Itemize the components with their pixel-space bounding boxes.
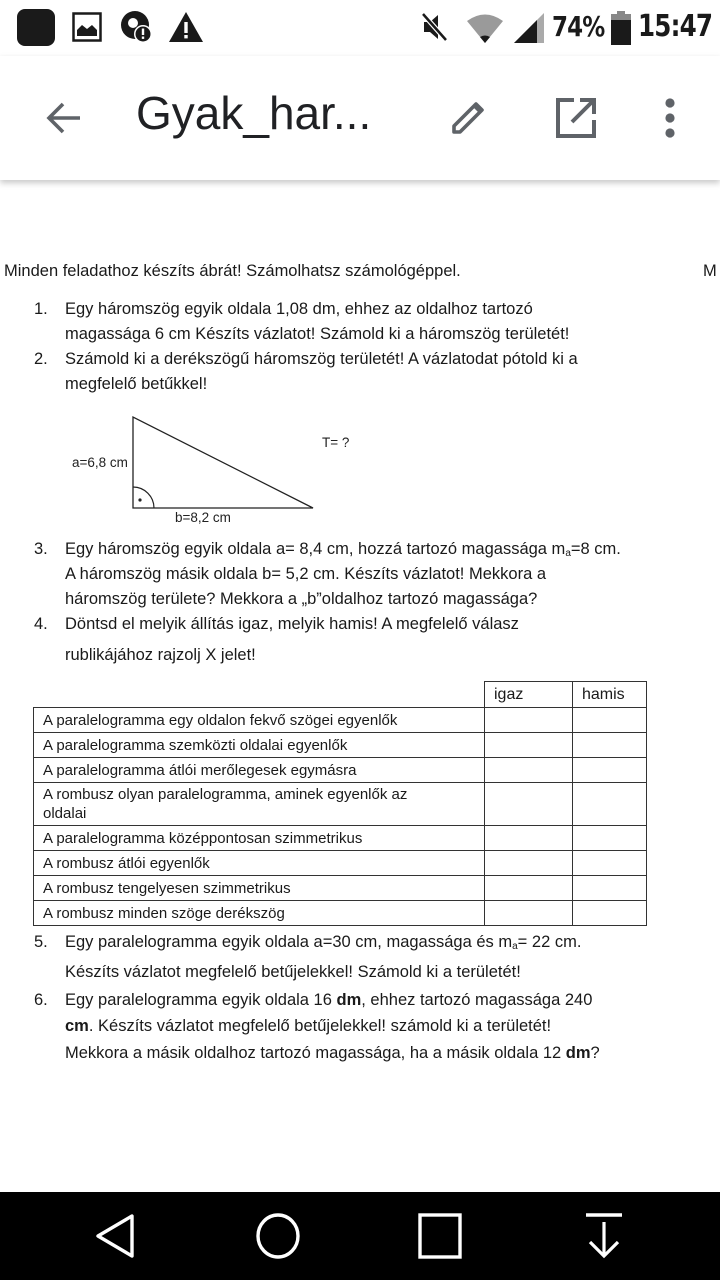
header-cell-empty: [34, 682, 485, 708]
statement-cell: A rombusz minden szöge derékszög: [34, 901, 485, 926]
back-triangle-icon: [94, 1213, 138, 1259]
recents-square-icon: [416, 1212, 464, 1260]
hamis-cell[interactable]: [573, 708, 647, 733]
home-circle-icon: [254, 1212, 302, 1260]
table-row: [34, 783, 647, 826]
task-line: rublikájához rajzolj X jelet!: [65, 646, 256, 664]
intro-text: Minden feladathoz készíts ábrát! Számolhatsz számológéppel.: [4, 262, 461, 280]
hamis-cell[interactable]: [573, 901, 647, 926]
igaz-cell[interactable]: [485, 876, 573, 901]
battery-icon: [611, 11, 631, 45]
task-number: 3.: [34, 540, 48, 558]
signal-icon: [512, 12, 546, 44]
igaz-cell[interactable]: [485, 901, 573, 926]
task-line: Mekkora a másik oldalhoz tartozó magassága, ha a másik oldala 12 dm?: [65, 1044, 600, 1062]
hamis-cell[interactable]: [573, 733, 647, 758]
right-angle-dot: [138, 498, 141, 501]
task-line: háromszög területe? Mekkora a „b”oldalhoz tartozó magassága?: [65, 590, 538, 608]
table-row: [34, 826, 647, 851]
area-label: T= ?: [322, 435, 350, 450]
task-line: Egy paralelogramma egyik oldala a=30 cm, magassága és $m_a= 22$ cm.: [65, 933, 582, 952]
hamis-cell[interactable]: [573, 758, 647, 783]
header-hamis: hamis: [573, 682, 647, 708]
nav-back-button[interactable]: [86, 1210, 146, 1262]
table-row: [34, 733, 647, 758]
open-in-app-button[interactable]: [548, 90, 604, 146]
task-line: megfelelő betűkkel!: [65, 375, 208, 393]
statement-cell: A rombusz olyan paralelogramma, aminek egyenlők az oldalai: [34, 783, 485, 826]
back-button[interactable]: [36, 90, 92, 146]
task-number: 6.: [34, 991, 48, 1009]
pencil-icon: [446, 96, 490, 140]
nav-hide-keyboard-button[interactable]: [574, 1210, 634, 1262]
task-number: 2.: [34, 350, 48, 368]
task-line: Egy háromszög egyik oldala a= 8,4 cm, hozzá tartozó magassága $m_a=8$ cm.: [65, 540, 621, 559]
document-title: Gyak_har...: [136, 87, 372, 139]
task-line: Készíts vázlatot megfelelő betűjelekkel! Számold ki a területét!: [65, 963, 521, 981]
table-row: [34, 851, 647, 876]
more-options-button[interactable]: [646, 90, 694, 146]
task-line: Döntsd el melyik állítás igaz, melyik hamis! A megfelelő válasz: [65, 615, 519, 633]
clock: 15:47: [638, 9, 713, 44]
table-row: [34, 901, 647, 926]
igaz-cell[interactable]: [485, 733, 573, 758]
vpn-alert-icon: [120, 10, 154, 44]
task-line: A háromszög másik oldala b= 5,2 cm. Készíts vázlatot! Mekkora a: [65, 565, 547, 583]
app-icon: [17, 9, 55, 46]
nav-recents-button[interactable]: [410, 1210, 470, 1262]
side-b-label: b=8,2 cm: [175, 510, 231, 525]
igaz-cell[interactable]: [485, 783, 573, 826]
task-line: Egy paralelogramma egyik oldala 16 dm, ehhez tartozó magassága 240: [65, 991, 593, 1009]
battery-percent: 74%: [552, 10, 605, 43]
table-row: [34, 758, 647, 783]
task-line: Számold ki a derékszögű háromszög területét! A vázlatodat pótold ki a: [65, 350, 578, 368]
table-row: [34, 876, 647, 901]
hamis-cell[interactable]: [573, 851, 647, 876]
statement-cell: A rombusz átlói egyenlők: [34, 851, 485, 876]
navigation-bar: [0, 1192, 720, 1280]
task-line: magassága 6 cm Készíts vázlatot! Számold ki a háromszög területét!: [65, 325, 570, 343]
nav-home-button[interactable]: [248, 1210, 308, 1262]
statement-cell: A rombusz tengelyesen szimmetrikus: [34, 876, 485, 901]
task-number: 1.: [34, 300, 48, 318]
gallery-icon: [72, 12, 102, 42]
task-number: 5.: [34, 933, 48, 951]
igaz-cell[interactable]: [485, 826, 573, 851]
task-number: 4.: [34, 615, 48, 633]
triangle-shape: [133, 417, 313, 508]
hide-keyboard-icon: [582, 1212, 626, 1260]
app-bar: [0, 56, 720, 180]
hamis-cell[interactable]: [573, 783, 647, 826]
task-line: cm. Készíts vázlatot megfelelő betűjelekkel! számold ki a területét!: [65, 1017, 552, 1035]
statement-cell: A paralelogramma átlói merőlegesek egymásra: [34, 758, 485, 783]
hamis-cell[interactable]: [573, 826, 647, 851]
right-triangle-figure: [60, 413, 380, 533]
statement-cell: A paralelogramma középpontosan szimmetrikus: [34, 826, 485, 851]
statement-cell: A paralelogramma szemközti oldalai egyenlők: [34, 733, 485, 758]
right-angle-arc: [133, 487, 154, 508]
arrow-left-icon: [44, 98, 84, 138]
more-vert-icon: [664, 98, 676, 138]
task-line: Egy háromszög egyik oldala 1,08 dm, ehhez az oldalhoz tartozó: [65, 300, 533, 318]
warning-icon: [168, 10, 204, 44]
open-external-icon: [554, 96, 598, 140]
table-row: [34, 708, 647, 733]
statement-cell: A paralelogramma egy oldalon fekvő szögei egyenlők: [34, 708, 485, 733]
edit-button[interactable]: [440, 90, 496, 146]
header-igaz: igaz: [485, 682, 573, 708]
intro-right-fragment: M: [703, 262, 717, 280]
document-page: [0, 180, 720, 1192]
hamis-cell[interactable]: [573, 876, 647, 901]
igaz-cell[interactable]: [485, 758, 573, 783]
table-header-row: [34, 682, 647, 708]
true-false-table: [33, 681, 647, 926]
igaz-cell[interactable]: [485, 851, 573, 876]
igaz-cell[interactable]: [485, 708, 573, 733]
wifi-icon: [466, 12, 504, 44]
mute-icon: [420, 10, 450, 44]
side-a-label: a=6,8 cm: [72, 455, 128, 470]
status-bar: [0, 0, 720, 56]
